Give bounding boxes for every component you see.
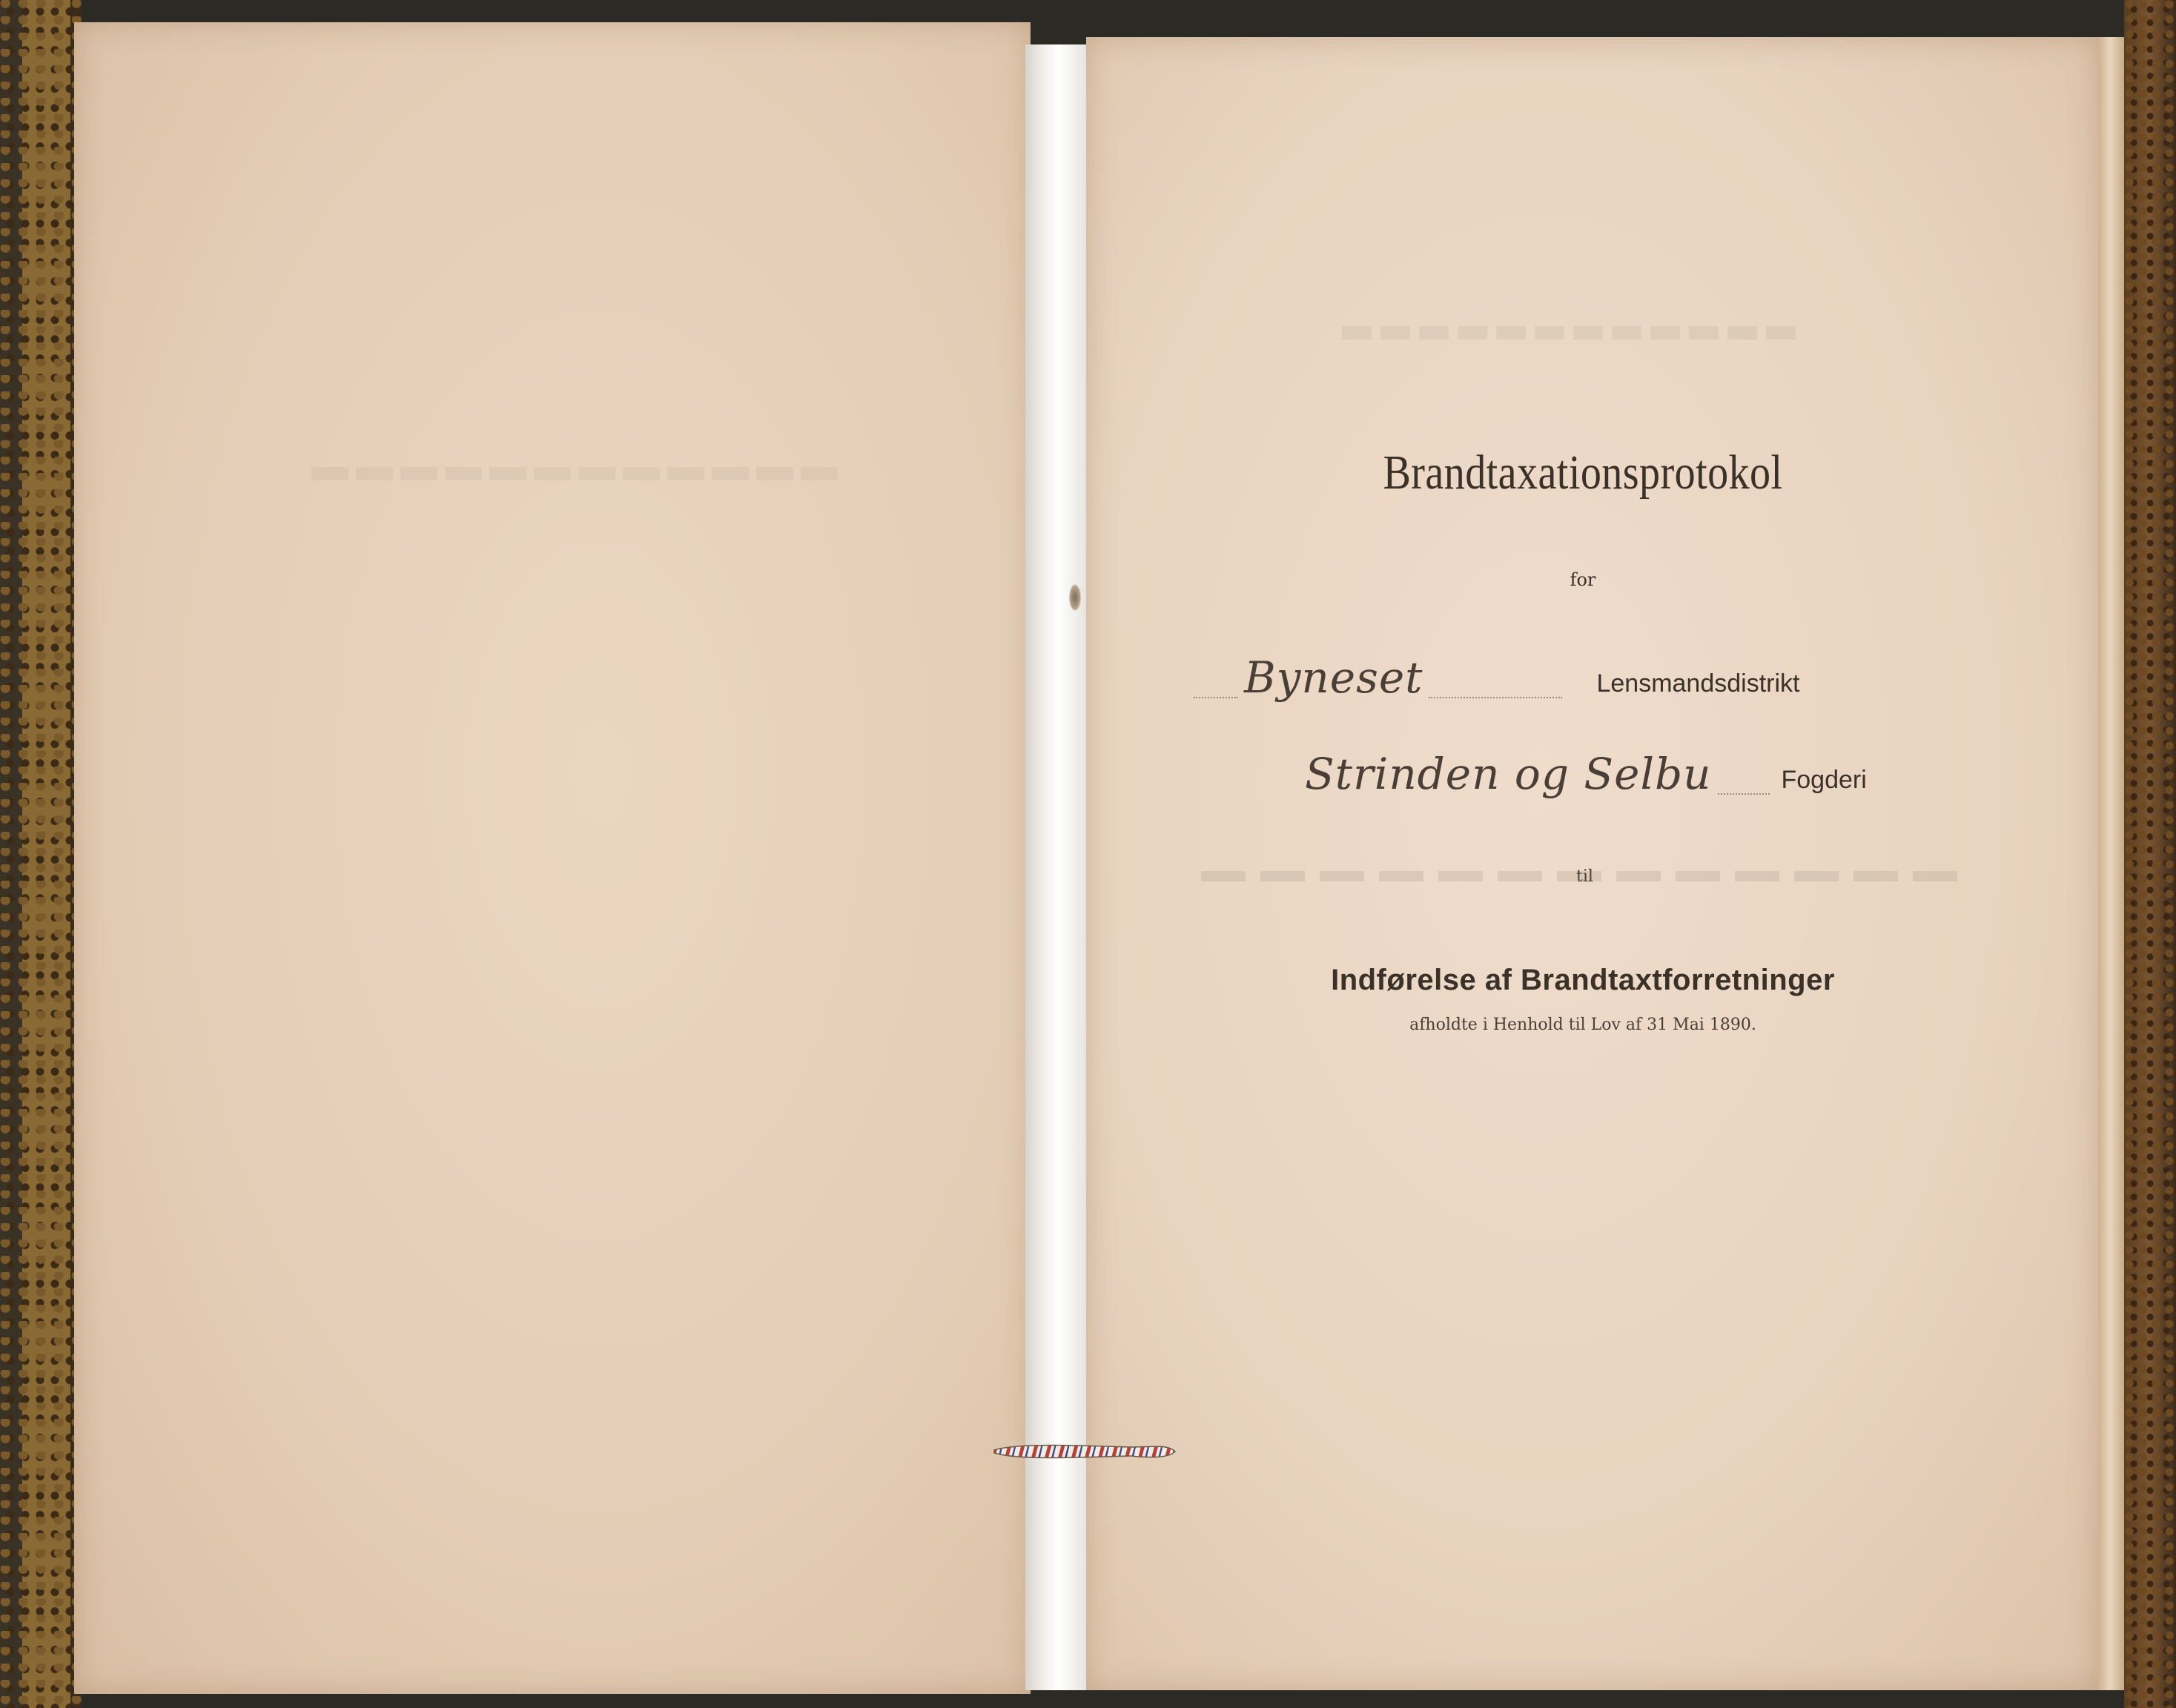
- binding-string: [990, 1438, 1179, 1463]
- til-label: til: [1576, 867, 1593, 886]
- bleed-through-text: [1342, 326, 1802, 340]
- title-block: [1186, 445, 1980, 590]
- right-title-page: [1086, 37, 2098, 1690]
- dotted-fill: [1194, 695, 1238, 698]
- for-label: for: [1570, 569, 1596, 590]
- right-marbled-cover: [2124, 0, 2176, 1708]
- fogderi-handwritten: Strinden og Selbu: [1305, 749, 1712, 799]
- dotted-fill: [1429, 695, 1562, 698]
- left-page-bleed-through: [311, 467, 845, 480]
- law-reference: afholdte i Henhold til Lov af 31 Mai 1890.: [1409, 1016, 1756, 1034]
- page-title: Brandtaxationsprotokol: [1383, 446, 1783, 500]
- district-line: [1194, 652, 1800, 703]
- left-blank-page: [74, 22, 1031, 1694]
- fogderi-label: Fogderi: [1781, 766, 1867, 794]
- left-marbled-cover: [0, 0, 82, 1708]
- page-edges: [2098, 37, 2128, 1690]
- fogderi-line: [1305, 749, 1867, 799]
- district-handwritten: Byneset: [1244, 652, 1423, 703]
- binding-stain: [1069, 584, 1081, 611]
- district-label: Lensmandsdistrikt: [1596, 669, 1800, 698]
- dotted-fill: [1718, 792, 1770, 795]
- subtitle: Indførelse af Brandtaxtforretninger: [1331, 964, 1835, 996]
